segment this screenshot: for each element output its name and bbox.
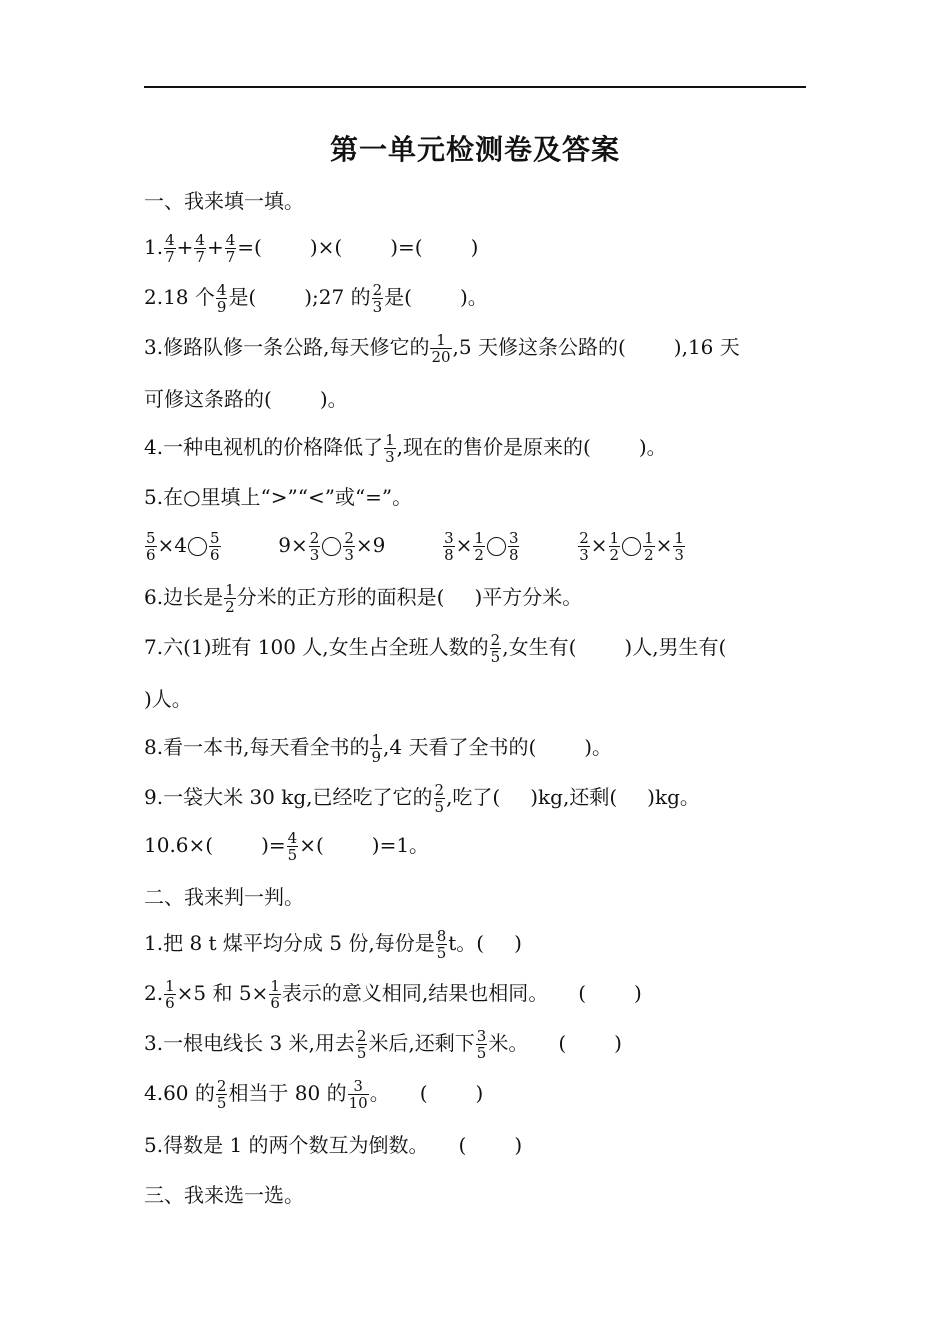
question-fill-7-cont: )人。: [144, 687, 192, 711]
fraction: $\frac{4}{9}$: [216, 281, 227, 316]
fraction: $\frac{2}{5}$: [490, 631, 501, 666]
fraction: $\frac{4}{7}$: [225, 231, 236, 266]
question-fill-6: 6.边长是 $\frac{1}{2}$ 分米的正方形的面积是( )平方分米。: [144, 581, 583, 616]
header-rule: [144, 86, 806, 88]
fraction: $\frac{3}{5}$: [476, 1027, 487, 1062]
compare-circle[interactable]: [322, 537, 341, 556]
fraction: $\frac{1}{3}$: [385, 431, 395, 466]
fraction: $\frac{2}{5}$: [216, 1077, 227, 1112]
fraction: $\frac{4}{7}$: [195, 231, 205, 266]
fraction: $\frac{4}{5}$: [287, 829, 298, 864]
fraction: $\frac{1}{6}$: [165, 977, 175, 1012]
compare-circle[interactable]: [487, 537, 506, 556]
fraction: $\frac{1}{2}$: [225, 581, 235, 616]
fraction: $\frac{1}{6}$: [270, 977, 280, 1012]
question-fill-2: 2.18 个 $\frac{4}{9}$ 是( );27 的 $\frac{2}{3}$ 是( )。: [144, 281, 488, 316]
question-judge-1: 1.把 8 t 煤平均分成 5 份,每份是 $\frac{8}{5}$ t。( ): [144, 927, 522, 962]
question-fill-4: 4.一种电视机的价格降低了 $\frac{1}{3}$ ,现在的售价是原来的( )。: [144, 431, 667, 466]
fraction: $\frac{1}{20}$: [431, 331, 451, 366]
question-fill-3-cont: 可修这条路的( )。: [144, 387, 348, 411]
fraction: $\frac{2}{3}$: [372, 281, 383, 316]
question-judge-4: 4.60 的 $\frac{2}{5}$ 相当于 80 的 $\frac{3}{10}$ 。 ( ): [144, 1077, 484, 1112]
compare-circle[interactable]: [622, 537, 641, 556]
comparison-2: 9× $\frac{2}{3}$ $\frac{2}{3}$ ×9: [278, 529, 386, 564]
question-fill-3: 3.修路队修一条公路,每天修它的 $\frac{1}{20}$ ,5 天修这条公路的( ),16 天: [144, 331, 740, 366]
section-heading-judge: 二、我来判一判。: [144, 885, 304, 909]
section-heading-choose: 三、我来选一选。: [144, 1183, 304, 1207]
comparison-row: [144, 530, 686, 563]
question-judge-3: 3.一根电线长 3 米,用去 $\frac{2}{5}$ 米后,还剩下 $\frac{3}{5}$ 米。 ( ): [144, 1027, 622, 1062]
question-fill-5: 5.在○里填上“>”“<”或“=”。: [144, 485, 413, 509]
fraction: $\frac{2}{5}$: [356, 1027, 367, 1062]
question-fill-7: 7.六(1)班有 100 人,女生占全班人数的 $\frac{2}{5}$ ,女生有( )人,男生有(: [144, 631, 727, 666]
fraction: $\frac{3}{10}$: [348, 1077, 368, 1112]
question-fill-9: 9.一袋大米 30 kg,已经吃了它的 $\frac{2}{5}$ ,吃了( )kg,还剩( )kg。: [144, 781, 700, 816]
fraction: $\frac{4}{7}$: [165, 231, 175, 266]
fraction: $\frac{8}{5}$: [436, 927, 447, 962]
question-fill-10: 10.6×( )= $\frac{4}{5}$ ×( )=1。: [144, 829, 430, 864]
question-judge-2: 2. $\frac{1}{6}$ ×5 和 5× $\frac{1}{6}$ 表示的意义相同,结果也相同。 ( ): [144, 977, 642, 1012]
question-fill-1: 1. $\frac{4}{7}$ + $\frac{4}{7}$ + $\frac{4}{7}$ =( )×( )=( ): [144, 231, 479, 266]
question-judge-5: 5.得数是 1 的两个数互为倒数。 ( ): [144, 1133, 523, 1157]
fraction: $\frac{2}{5}$: [434, 781, 445, 816]
page-title: 第一单元检测卷及答案: [329, 133, 620, 166]
section-heading-fill: 一、我来填一填。: [144, 189, 304, 213]
compare-circle[interactable]: [188, 537, 207, 556]
comparison-4: $\frac{2}{3}$ × $\frac{1}{2}$ $\frac{1}{2}$ × $\frac{1}{3}$: [579, 529, 684, 564]
comparison-3: $\frac{3}{8}$ × $\frac{1}{2}$ $\frac{3}{8}$: [444, 529, 519, 564]
comparison-1: $\frac{5}{6}$ ×4 $\frac{5}{6}$: [146, 529, 220, 564]
question-fill-8: 8.看一本书,每天看全书的 $\frac{1}{9}$ ,4 天看了全书的( )。: [144, 731, 613, 766]
fraction: $\frac{1}{9}$: [371, 731, 381, 766]
